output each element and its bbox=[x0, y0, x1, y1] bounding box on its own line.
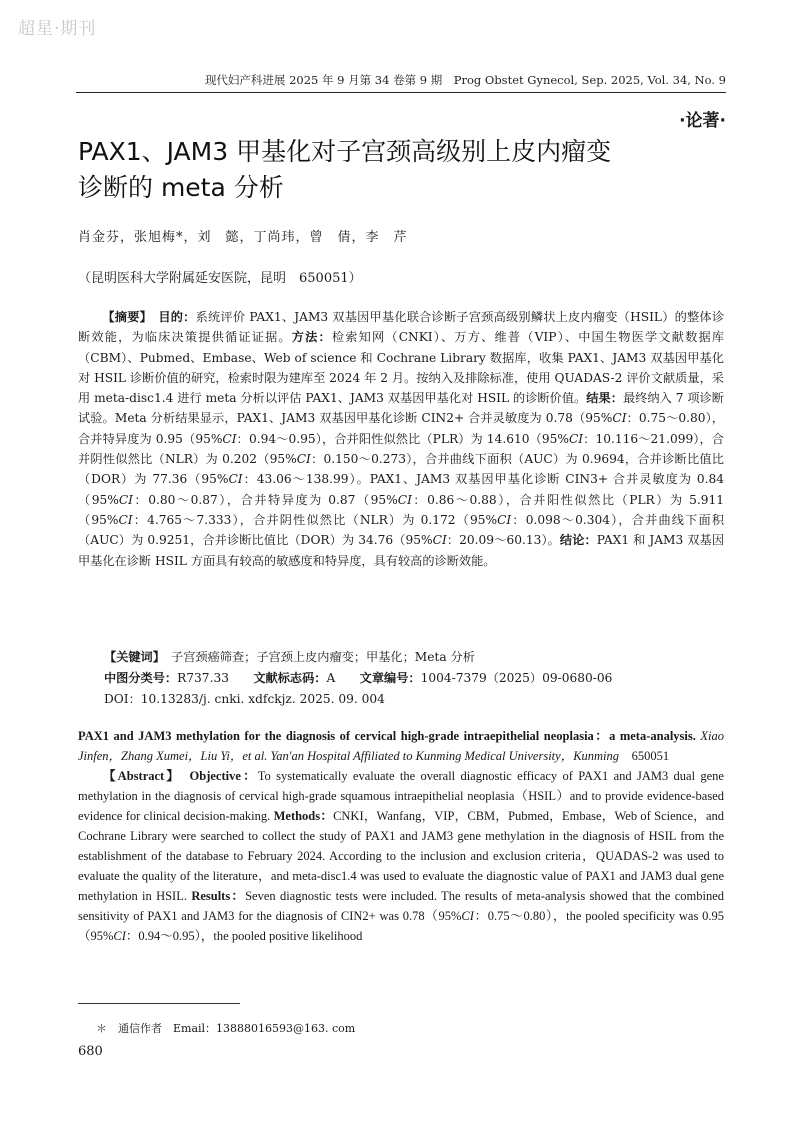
abstract-cn bbox=[78, 307, 724, 571]
affiliation: （昆明医科大学附属延安医院，昆明 650051） bbox=[78, 271, 362, 286]
results-text: ：0.150～0.273），合并曲线下面积（AUC）为 0.9694，合并诊断比值比（DOR）为 77.36（95% bbox=[78, 452, 724, 487]
results-text: ：10.116～21.099），合并阴性似然比（NLR）为 0.202（95% bbox=[78, 431, 724, 467]
footnote: ＊ 通信作者 Email：13888016593@163. com bbox=[96, 1022, 356, 1035]
ci-label: CI bbox=[296, 452, 311, 467]
title-line-2: 诊断的 meta 分析 bbox=[78, 173, 284, 202]
classification-line bbox=[104, 669, 612, 686]
article-no-value: 1004-7379（2025）09-0680-06 bbox=[420, 671, 613, 685]
clc-label: 中图分类号： bbox=[104, 671, 178, 685]
clc-value: R737.33 bbox=[177, 671, 229, 685]
english-postcode: 650051 bbox=[631, 749, 670, 763]
ci-label: CI bbox=[118, 512, 133, 527]
article-no-label: 文章编号： bbox=[359, 671, 421, 685]
article-title bbox=[78, 134, 718, 206]
methods-text: 检索知网（CNKI）、万方、维普（VIP）、中国生物医学文献数据库（CBM）、Pubmed、Embase、Web of science 和 Cochrane Library 数据库，收集 PAX1、JAM3 双基因甲基化对 HSIL 诊断价值的研究，检索时限为建库至 2024 年 2 月。按纳入及排除标准，使用 QUADAS-2 评价文献质量，采用 meta-disc1.4 进行 meta 分析以评估 PAX1、JAM3 双基因甲基化对 HSIL 的诊断价值。 bbox=[78, 330, 725, 406]
results-text: ：0.86～0.88），合并阳性似然比（PLR）为 5.911（95% bbox=[78, 492, 724, 527]
ci-label: CI bbox=[568, 431, 584, 446]
objective-text: 系统评价 PAX1、JAM3 双基因甲基化联合诊断子宫颈高级别鳞状上皮内瘤变（HSIL）的整体诊断效能，为临床决策提供循证证据。 bbox=[78, 310, 725, 345]
results-text: 最终纳入 7 项诊断试验。Meta 分析结果显示，PAX1、JAM3 双基因甲基化诊断 CIN2+ 合并灵敏度为 0.78（95% bbox=[78, 391, 724, 426]
abstract-en bbox=[78, 766, 724, 946]
abstract-cn-body bbox=[78, 307, 724, 571]
results-text: ：0.80～0.87），合并特异度为 0.87（95% bbox=[132, 492, 398, 507]
ci-label: CI bbox=[118, 492, 133, 507]
keywords-line bbox=[104, 648, 475, 665]
footnote-rule bbox=[78, 1003, 240, 1004]
ci-label: CI bbox=[228, 472, 243, 487]
authors: 肖金芬，张旭梅*，刘 懿，丁尚玮，曾 倩，李 芹 bbox=[78, 230, 408, 245]
english-title: PAX1 and JAM3 methylation for the diagnosis of cervical high-grade intraepithelial neoplasia：a meta-analysis. bbox=[78, 729, 696, 743]
conclusion-text: PAX1 和 JAM3 双基因甲基化在诊断 HSIL 方面具有较高的敏感度和特异度，具有较高的诊断效能。 bbox=[78, 533, 725, 568]
en-results-label: Results： bbox=[191, 889, 246, 903]
results-text: ：43.06～138.99）。PAX1、JAM3 双基因甲基化诊断 CIN3+ 合并灵敏度为 0.84（95% bbox=[78, 472, 724, 507]
watermark: 超星·期刊 bbox=[18, 19, 97, 39]
objective-label: 目的： bbox=[158, 310, 196, 324]
english-title-block bbox=[78, 726, 724, 766]
en-results-text: Seven diagnostic tests were included. The results of meta-analysis showed that the combined sensitivity of PAX1 and JAM3 for the diagnosis of CIN2+ was 0.78（95% bbox=[78, 889, 724, 923]
ci-label: CI bbox=[397, 492, 412, 507]
ci-label: CI bbox=[461, 909, 474, 923]
title-line-1: PAX1、JAM3 甲基化对子宫颈高级别上皮内瘤变 bbox=[78, 137, 612, 166]
abstract-en-label: 【Abstract】 bbox=[103, 769, 175, 783]
en-methods-label: Methods： bbox=[273, 809, 334, 823]
abstract-cn-label: 【摘要】 bbox=[102, 310, 146, 324]
section-tag: ·论著· bbox=[679, 111, 726, 131]
results-text: ：0.94～0.95），合并阳性似然比（PLR）为 14.610（95% bbox=[236, 431, 569, 446]
ci-label: CI bbox=[222, 431, 237, 446]
keywords-label: 【关键词】 bbox=[104, 650, 159, 664]
abstract-en-body bbox=[78, 766, 724, 946]
results-label: 结果： bbox=[586, 391, 623, 406]
keywords-text: 子宫颈癌筛查；子宫颈上皮内瘤变；甲基化；Meta 分析 bbox=[171, 650, 475, 664]
en-objective-text: To systematically evaluate the overall diagnostic efficacy of PAX1 and JAM3 dual gene methylation in the diagnosis of cervical high-grade squamous intraepithelial neoplasia（HSIL）and to provide evidence-based evidence for clinical decision-making. bbox=[78, 769, 724, 823]
ci-label: CI bbox=[497, 512, 512, 527]
en-results-text: ：0.94～0.95），the pooled positive likelihood bbox=[125, 929, 363, 943]
results-text: ：20.09～60.13）。 bbox=[446, 533, 560, 548]
ci-label: CI bbox=[113, 929, 126, 943]
header-rule bbox=[76, 92, 726, 93]
page-number: 680 bbox=[78, 1044, 103, 1059]
en-objective-label: Objective： bbox=[189, 769, 258, 783]
en-methods-text: CNKI，Wanfang，VIP，CBM，Pubmed，Embase，Web of Science，and Cochrane Library were searched to collect the study of PAX1 and JAM3 gene methylation in the diagnosis of HSIL from the establishment of the database to February 2024. According to the inclusion and exclusion criteria，QUADAS-2 was used to evaluate the quality of the literature，and meta-disc1.4 was used to evaluate the diagnostic value of PAX1 and JAM3 dual gene methylation in HSIL. bbox=[78, 809, 725, 903]
results-text: ：0.75～0.80），合并特异度为 0.95（95% bbox=[78, 411, 724, 446]
en-results-text: ：0.75～0.80），the pooled specificity was 0.95（95% bbox=[78, 909, 724, 943]
ci-label: CI bbox=[612, 411, 627, 426]
doc-code-label: 文献标志码： bbox=[253, 671, 327, 685]
running-head: 现代妇产科进展 2025 年 9 月第 34 卷第 9 期 Prog Obstet Gynecol, Sep. 2025, Vol. 34, No. 9 bbox=[204, 73, 726, 87]
results-text: ：4.765～7.333），合并阴性似然比（NLR）为 0.172（95% bbox=[132, 512, 498, 527]
english-authors: Xiao Jinfen，Zhang Xumei，Liu Yi，et al. Yan′an Hospital Affiliated to Kunming Medical University，Kunming bbox=[78, 729, 725, 763]
results-text: ：0.098～0.304），合并曲线下面积（AUC）为 0.9251，合并诊断比值比（DOR）为 34.76（95% bbox=[78, 512, 725, 548]
conclusion-label: 结论： bbox=[559, 533, 597, 548]
methods-label: 方法： bbox=[291, 330, 332, 345]
ci-label: CI bbox=[432, 533, 447, 548]
doc-code-value: A bbox=[326, 671, 336, 685]
doi: DOI：10.13283/j. cnki. xdfckjz. 2025. 09. 004 bbox=[104, 692, 385, 706]
